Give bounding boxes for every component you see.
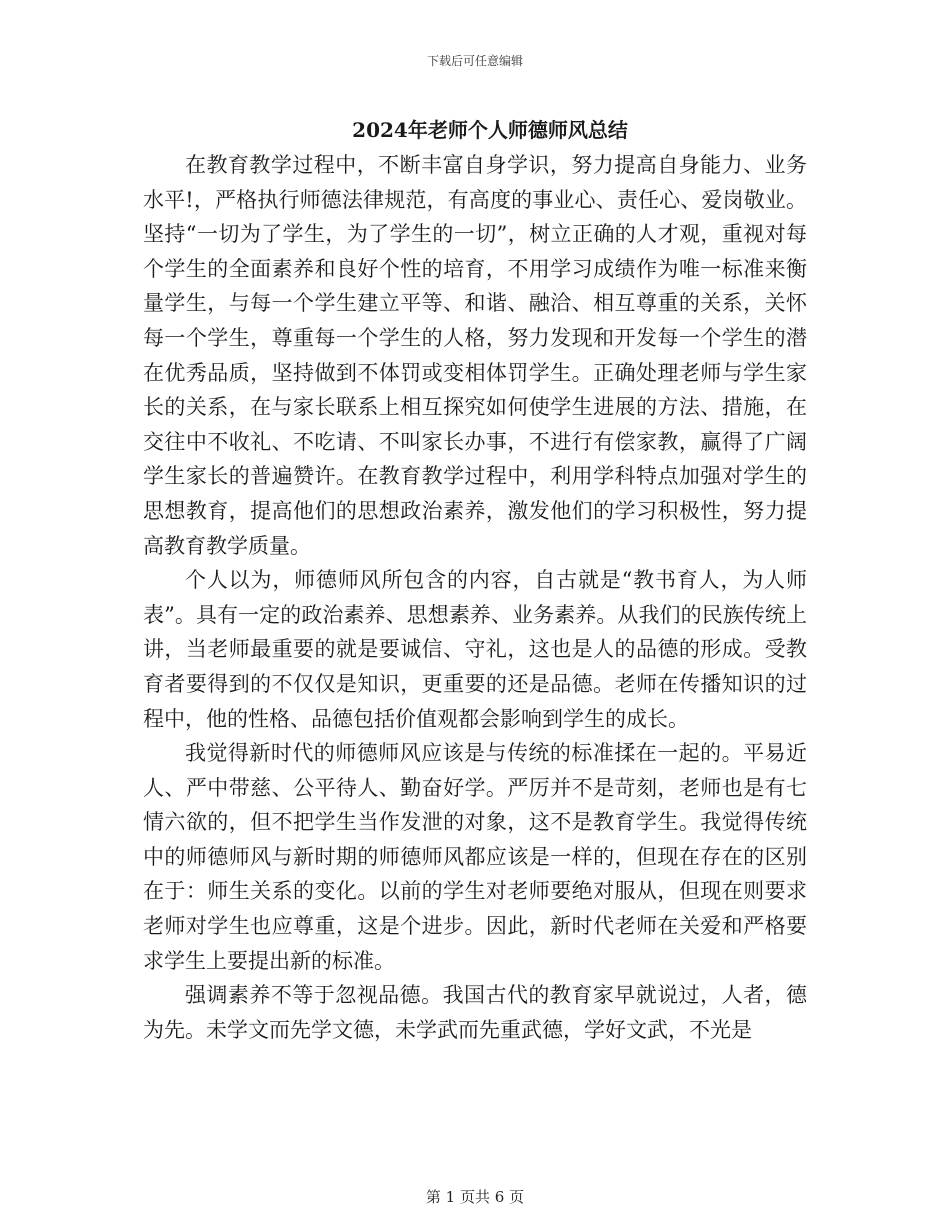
document-body [143,148,807,1047]
paragraph-3: 我觉得新时代的师德师风应该是与传统的标准揉在一起的。平易近人、严中带慈、公平待人、勤奋好学。严厉并不是苛刻，老师也是有七情六欲的，但不把学生当作发泄的对象，这不是教育学生。我觉得传统中的师德师风与新时期的师德师风都应该是一样的，但现在存在的区别在于：师生关系的变化。以前的学生对老师要绝对服从，但现在则要求老师对学生也应尊重，这是个进步。因此，新时代老师在关爱和严格要求学生上要提出新的标准。 [143,741,807,973]
paragraph-1: 在教育教学过程中，不断丰富自身学识，努力提高自身能力、业务水平!，严格执行师德法律规范，有高度的事业心、责任心、爱岗敬业。坚持“一切为了学生，为了学生的一切”，树立正确的人才观，重视对每个学生的全面素养和良好个性的培育，不用学习成绩作为唯一标准来衡量学生，与每一个学生建立平等、和谐、融洽、相互尊重的关系，关怀每一个学生，尊重每一个学生的人格，努力发现和开发每一个学生的潜在优秀品质，坚持做到不体罚或变相体罚学生。正确处理老师与学生家长的关系，在与家长联系上相互探究如何使学生进展的方法、措施，在交往中不收礼、不吃请、不叫家长办事，不进行有偿家教，赢得了广阔学生家长的普遍赞许。在教育教学过程中，利用学科特点加强对学生的思想教育，提高他们的思想政治素养，激发他们的学习积极性，努力提高教育教学质量。 [143,153,807,558]
paragraph-4: 强调素养不等于忽视品德。我国古代的教育家早就说过，人者，德为先。未学文而先学文德，未学武而先重武德，学好文武，不光是 [143,983,807,1042]
page-number: 第 1 页共 6 页 [425,1188,525,1206]
paragraph-2: 个人以为，师德师风所包含的内容，自古就是“教书育人，为人师表”。具有一定的政治素养、思想素养、业务素养。从我们的民族传统上讲，当老师最重要的就是要诚信、守礼，这也是人的品德的形成。受教育者要得到的不仅仅是知识，更重要的还是品德。老师在传播知识的过程中，他的性格、品德包括价值观都会影响到学生的成长。 [143,568,807,731]
document-title: 2024年老师个人师德师风总结 [352,118,628,142]
page-header-note: 下载后可任意编辑 [426,54,523,68]
